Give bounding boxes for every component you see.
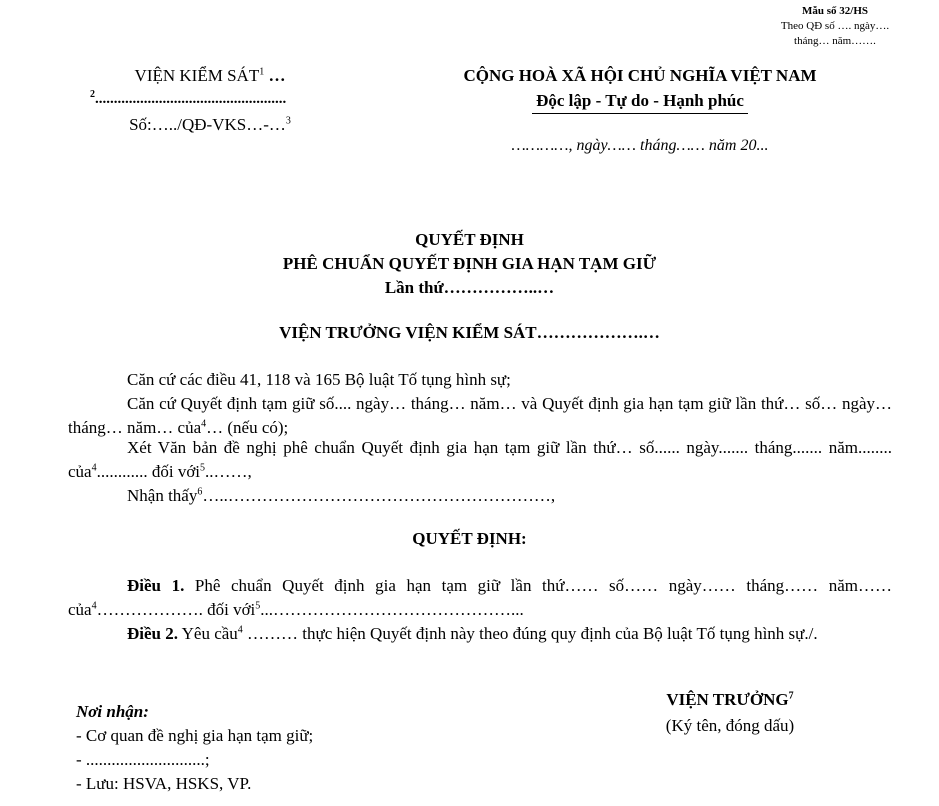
footnote-mark: 4 <box>91 600 97 612</box>
motto-wrapper <box>420 91 860 114</box>
legal-basis-2-text: Căn cứ Quyết định tạm giữ số.... ngày… tháng… năm… và Quyết định gia hạn tạm giữ lần thứ… số… ngày… tháng… năm… của <box>68 394 892 437</box>
date-line: …………, ngày…… tháng…… năm 20... <box>511 137 769 154</box>
legal-basis-2-tail: … (nếu có); <box>206 418 289 437</box>
document-number <box>90 115 330 135</box>
agency-ellipsis: … <box>264 66 286 85</box>
footnote-mark: 5 <box>255 600 261 612</box>
signer-title-text: VIỆN TRƯỞNG <box>666 690 789 709</box>
footnote-mark: 4 <box>237 624 243 636</box>
signature-instruction: (Ký tên, đóng dấu) <box>665 716 795 735</box>
article-2-tail: ……… thực hiện Quyết định này theo đúng quy định của Bộ luật Tố tụng hình sự./. <box>242 624 818 643</box>
footnote-mark: 4 <box>91 462 97 474</box>
footnote-mark: 2 <box>90 89 95 100</box>
national-title: CỘNG HOÀ XÃ HỘI CHỦ NGHĨA VIỆT NAM <box>463 66 817 85</box>
document-number-text: Số:…../QĐ-VKS…-… <box>129 115 286 134</box>
legal-basis-3-tail: ..……, <box>205 462 252 481</box>
footnote-mark: 1 <box>259 66 265 78</box>
article-1-mid: ………………. đối với <box>96 600 256 619</box>
agency-subname-dots: ................................................... <box>95 91 287 107</box>
footnote-mark: 5 <box>200 462 206 474</box>
finding <box>68 484 892 508</box>
national-motto: Độc lập - Tự do - Hạnh phúc <box>532 91 748 114</box>
form-code-reference: Theo QĐ số …. ngày…. <box>780 20 890 32</box>
form-code-date: tháng… năm……. <box>794 35 876 47</box>
agency-name: VIỆN KIỂM SÁT <box>134 66 260 85</box>
legal-basis-1: Căn cứ các điều 41, 118 và 165 Bộ luật Tố tụng hình sự; <box>127 370 511 389</box>
article-1 <box>68 574 892 622</box>
article-1-label: Điều 1. <box>127 576 185 595</box>
article-2-text: Yêu cầu <box>178 624 238 643</box>
decision-heading: QUYẾT ĐỊNH: <box>412 529 527 548</box>
legal-basis-3-text: Xét Văn bản đề nghị phê chuẩn Quyết định gia hạn tạm giữ lần thứ… số...... ngày....... tháng....... năm........ của <box>68 438 892 481</box>
form-code-number: Mẫu số 32/HS <box>801 5 868 17</box>
article-1-text: Phê chuẩn Quyết định gia hạn tạm giữ lần thứ…… số…… ngày…… tháng…… năm…… của <box>68 576 893 619</box>
footnote-mark: 4 <box>201 418 207 430</box>
recipients-block <box>76 700 313 796</box>
document-subtitle: PHÊ CHUẨN QUYẾT ĐỊNH GIA HẠN TẠM GIỮ <box>282 254 657 273</box>
agency-subname-line <box>90 91 286 108</box>
document-title: QUYẾT ĐỊNH <box>415 230 524 249</box>
recipients-title: Nơi nhận: <box>76 702 149 721</box>
recipient-item: - ............................; <box>76 750 210 769</box>
legal-basis-2 <box>68 392 892 440</box>
legal-basis-3 <box>68 436 892 484</box>
form-code <box>760 4 910 49</box>
footnote-mark: 3 <box>285 115 291 127</box>
signature-block <box>640 690 820 736</box>
issuing-authority: VIỆN TRƯỞNG VIỆN KIỂM SÁT……………….… <box>279 323 660 342</box>
recipient-item: - Cơ quan đề nghị gia hạn tạm giữ; <box>76 726 314 745</box>
article-1-tail: ...……………………………………... <box>260 600 524 619</box>
article-2-label: Điều 2. <box>127 624 178 643</box>
recipient-item: - Lưu: HSVA, HSKS, VP. <box>76 774 252 793</box>
footnote-mark: 6 <box>197 486 203 498</box>
signer-title <box>640 690 820 710</box>
extension-count: Lần thứ……………..… <box>384 278 555 297</box>
finding-label: Nhận thấy <box>127 486 198 505</box>
finding-dots: …..…………………………………………………, <box>202 486 556 505</box>
legal-basis-3-mid: ............ đối với <box>96 462 201 481</box>
agency-header <box>90 66 330 86</box>
footnote-mark: 7 <box>788 690 794 702</box>
article-2 <box>68 622 892 646</box>
